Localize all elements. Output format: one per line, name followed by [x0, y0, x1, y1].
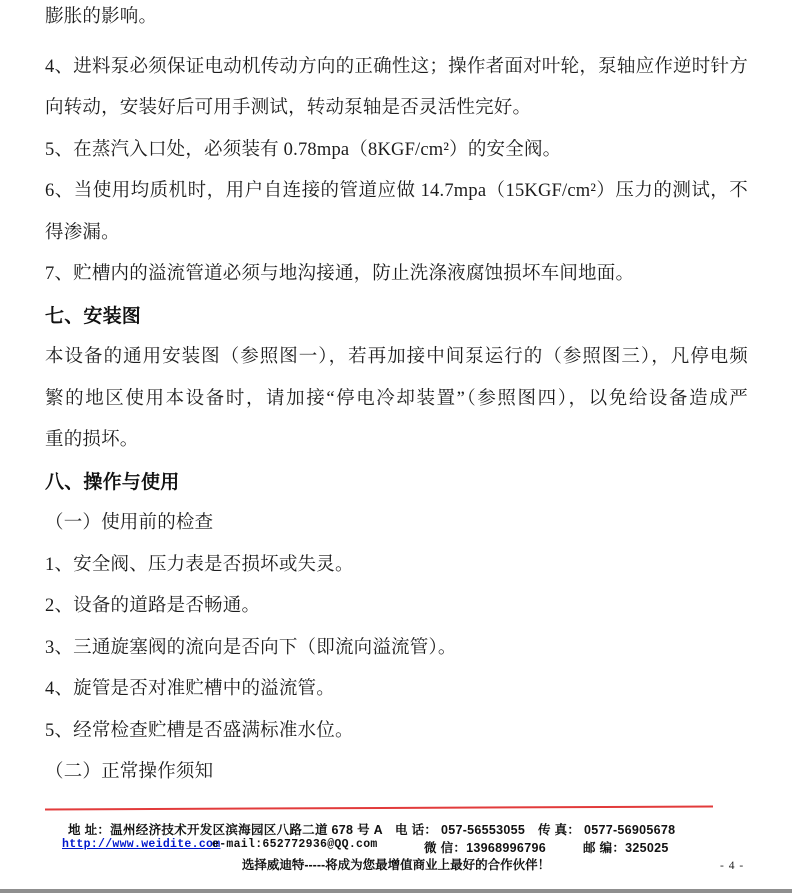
website-link[interactable]: http://www.weidite.com	[62, 838, 221, 851]
footer-phone: 电 话： 057-56553055	[395, 823, 526, 837]
paragraph-line: 2、设备的道路是否畅通。	[45, 596, 261, 616]
paragraph-line: 6、当使用均质机时，用户自连接的管道应做 14.7mpa（15KGF/cm²）压力的测试，不	[45, 181, 748, 201]
footer-email: e-mail:652772936@QQ.com	[212, 838, 378, 851]
footer-wechat: 微 信：13968996796	[424, 841, 546, 855]
subsection-heading-precheck: （一）使用前的检查	[45, 513, 214, 533]
paragraph-line: 得渗漏。	[45, 222, 120, 243]
page-number: - 4 -	[720, 860, 745, 872]
footer-divider-line	[45, 806, 713, 811]
paragraph-line: 3、三通旋塞阀的流向是否向下（即流向溢流管）。	[45, 637, 457, 658]
paragraph-line: 重的损坏。	[45, 430, 139, 450]
paragraph-line: 4、进料泵必须保证电动机传动方向的正确性这；操作者面对叶轮，泵轴应作逆时针方	[45, 56, 748, 77]
paragraph-line: 1、安全阀、压力表是否损坏或失灵。	[45, 554, 354, 575]
document-content	[45, 7, 748, 804]
paragraph-line: 向转动，安装好后可用手测试，转动泵轴是否灵活性完好。	[45, 98, 532, 118]
paragraph-line: 7、贮槽内的溢流管道必须与地沟接通，防止洗涤液腐蚀损坏车间地面。	[45, 264, 635, 284]
subsection-heading-normal-operation: （二）正常操作须知	[45, 762, 214, 782]
footer-slogan: 选择威迪特-----将成为您最增值商业上最好的合作伙伴！	[241, 858, 551, 872]
section-heading-installation: 七、安装图	[45, 305, 142, 327]
footer-address: 地 址：温州经济技术开发区滨海园区八路二道 678 号 A	[68, 823, 383, 837]
paragraph-line: 4、旋管是否对准贮槽中的溢流管。	[45, 679, 335, 699]
paragraph-line: 膨胀的影响。	[45, 7, 158, 27]
footer-fax: 传 真： 0577-56905678	[538, 823, 676, 837]
paragraph-line: 繁的地区使用本设备时，请加接“停电冷却装置”（参照图四），以免给设备造成严	[45, 388, 748, 409]
footer-zip: 邮 编：325025	[583, 841, 669, 855]
paragraph-line: 5、经常检查贮槽是否盛满标准水位。	[45, 720, 354, 741]
section-heading-operation: 八、操作与使用	[45, 471, 180, 493]
paragraph-line: 本设备的通用安装图（参照图一），若再加接中间泵运行的（参照图三），凡停电频	[45, 347, 748, 367]
scan-edge-strip	[0, 889, 792, 893]
paragraph-line: 5、在蒸汽入口处，必须装有 0.78mpa（8KGF/cm²）的安全阀。	[45, 139, 562, 160]
